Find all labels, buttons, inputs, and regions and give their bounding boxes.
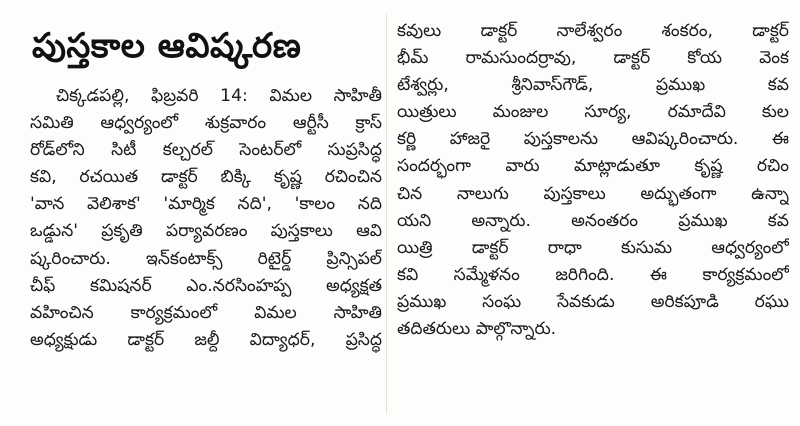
article-line: కవి, రచయిత డాక్టర్ బిక్కి కృష్ణ రచించిన bbox=[30, 167, 382, 188]
article-line: సమితి ఆధ్వర్యంలో శుక్రవారం ఆర్టీసీ క్రాస్ bbox=[30, 113, 382, 134]
column-divider bbox=[386, 14, 387, 414]
article-line: చిన నాలుగు పుస్తకాలు అద్భుతంగా ఉన్నా bbox=[397, 183, 789, 204]
article-line: కవి సమ్మేళనం జరిగింది. ఈ కార్యక్రమంలో bbox=[397, 264, 789, 285]
article-line: అధ్యక్షుడు డాక్టర్ జల్దీ విద్యాధర్, ప్రసిద్ధ bbox=[30, 329, 382, 350]
article-line: కర్ణి హాజరై పుస్తకాలను ఆవిష్కరించారు. ఈ bbox=[397, 129, 789, 150]
left-column-text bbox=[30, 83, 382, 354]
article-line: 'వాన వెలిశాక' 'మార్మిక నది', 'కాలం నది bbox=[30, 194, 382, 215]
article-line: తదితరులు పాల్గొన్నారు. bbox=[397, 319, 557, 340]
article-line: యిత్రి డాక్టర్ రాధా కుసుమ ఆధ్వర్యంలో bbox=[397, 237, 789, 258]
right-column-text bbox=[397, 18, 789, 343]
article-line: రోడ్‌లోని సిటీ కల్చరల్ సెంటర్‌లో సుప్రసిద్ధ bbox=[30, 140, 382, 161]
article-line: చీఫ్ కమిషనర్ ఎం.నరసింహప్ప అధ్యక్షత bbox=[30, 275, 382, 296]
article-line: టేశ్వర్లు, శ్రీనివాస్‌గౌడ్, ప్రముఖ కవ bbox=[397, 75, 789, 96]
article-line: యని అన్నారు. అనంతరం ప్రముఖ కవ bbox=[397, 210, 789, 231]
article-line: ష్కరించారు. ఇన్‌కంటాక్స్ రిటైర్డ్ ప్రిన్సిపల్ bbox=[30, 248, 382, 269]
article-line: ప్రముఖ సంఘ సేవకుడు అరికపూడి రఘు bbox=[397, 291, 789, 312]
article-line: యిత్రులు మంజుల సూర్య, రమాదేవి కుల bbox=[397, 102, 789, 123]
article-line: వహించిన కార్యక్రమంలో విమల సాహితి bbox=[30, 302, 382, 323]
headline: పుస్తకాల ఆవిష్కరణ bbox=[32, 26, 302, 66]
article-line: చిక్కడపల్లి, ఫిబ్రవరి 14: విమల సాహితీ bbox=[56, 86, 382, 106]
article-line: కవులు డాక్టర్ నాలేశ్వరం శంకరం, డాక్టర్ bbox=[397, 21, 789, 41]
article-line: భీమ్ రామసుందర్రావు, డాక్టర్ కోయ వెంక bbox=[397, 48, 789, 69]
article-line: ఒడ్డున' ప్రకృతి పర్యావరణం పుస్తకాలు ఆవి bbox=[30, 221, 382, 242]
article-line: సందర్భంగా వారు మాట్లాడుతూ కృష్ణ రచిం bbox=[397, 156, 789, 177]
